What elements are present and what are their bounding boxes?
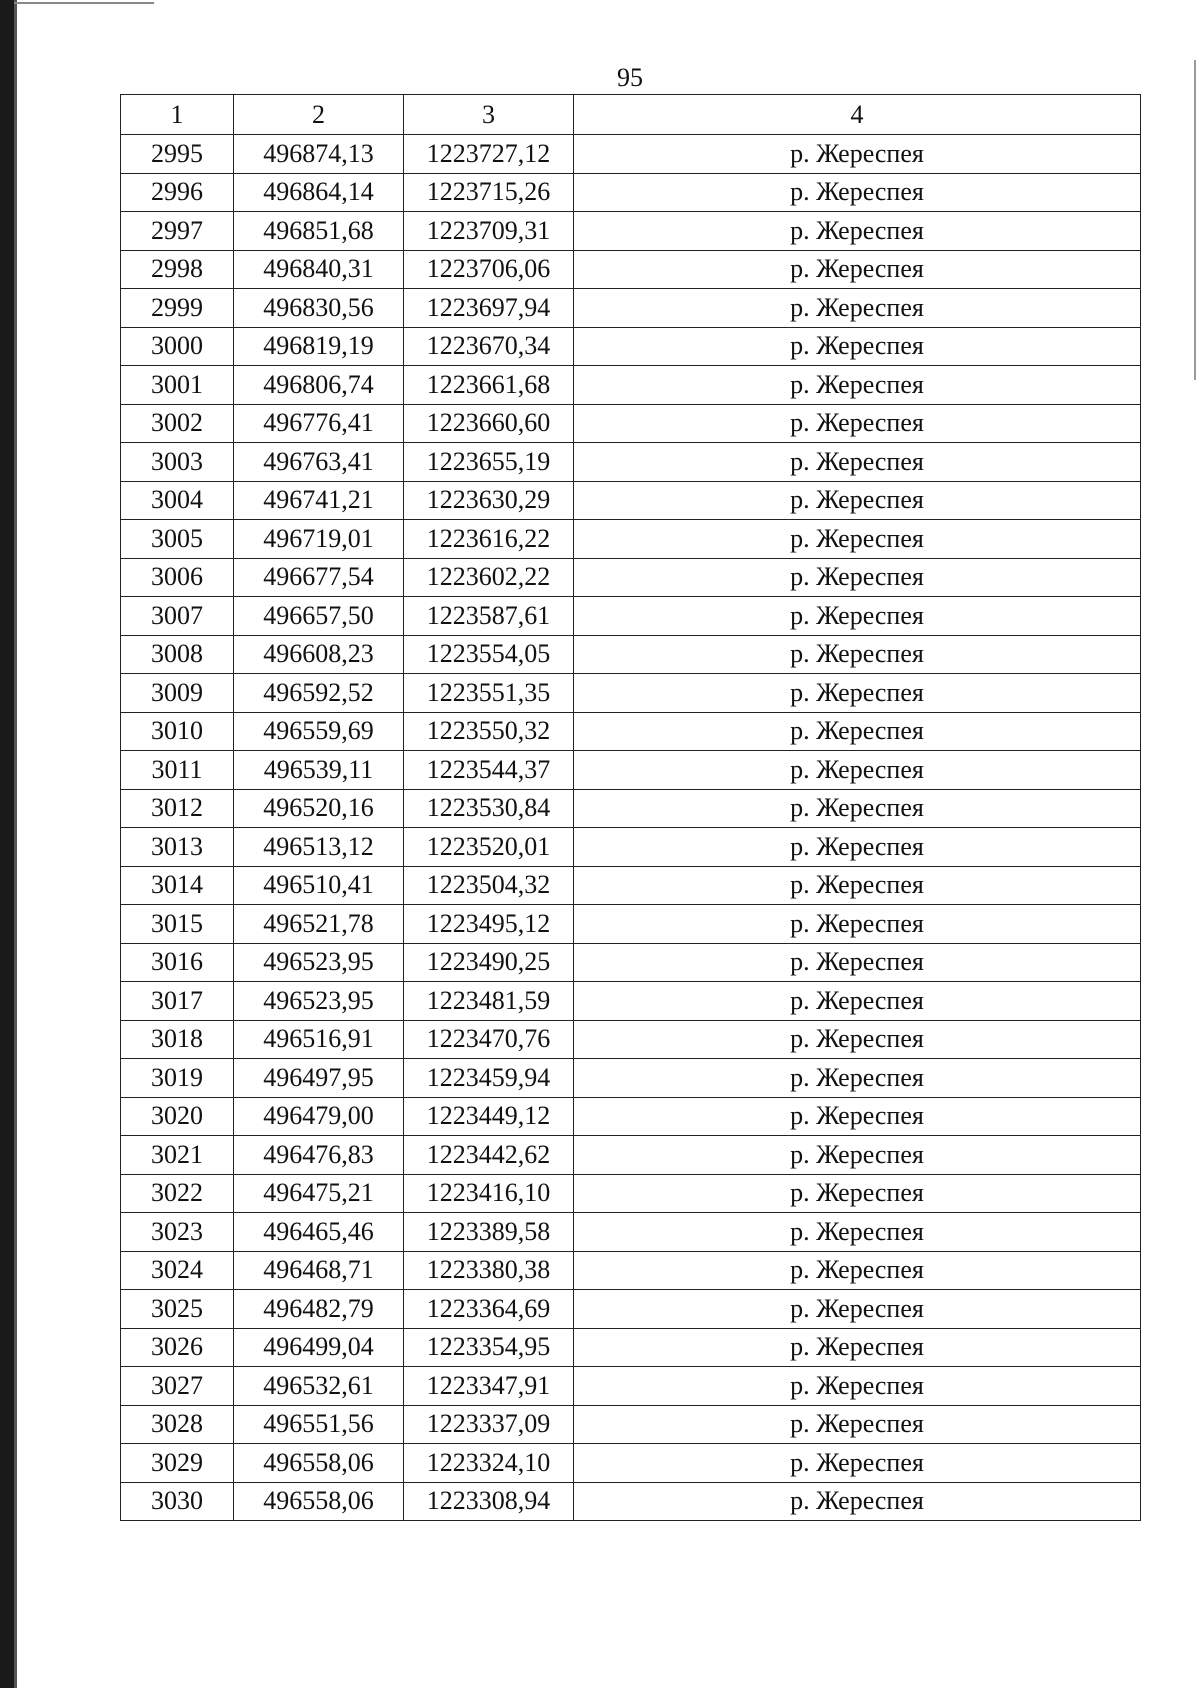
table-row	[121, 327, 1141, 366]
cell-y-coordinate: 1223697,94	[404, 289, 574, 328]
cell-point-number: 3001	[121, 366, 234, 405]
cell-x-coordinate: 496558,06	[234, 1444, 404, 1483]
cell-x-coordinate: 496840,31	[234, 250, 404, 289]
cell-description: р. Жереспея	[574, 366, 1141, 405]
cell-x-coordinate: 496516,91	[234, 1020, 404, 1059]
cell-x-coordinate: 496468,71	[234, 1251, 404, 1290]
cell-point-number: 3030	[121, 1482, 234, 1521]
table-row	[121, 1251, 1141, 1290]
table-row	[121, 1482, 1141, 1521]
cell-y-coordinate: 1223449,12	[404, 1097, 574, 1136]
table-row	[121, 1444, 1141, 1483]
cell-y-coordinate: 1223661,68	[404, 366, 574, 405]
table-row	[121, 135, 1141, 174]
cell-description: р. Жереспея	[574, 443, 1141, 482]
cell-description: р. Жереспея	[574, 1020, 1141, 1059]
cell-x-coordinate: 496476,83	[234, 1136, 404, 1175]
cell-point-number: 2996	[121, 173, 234, 212]
cell-point-number: 3028	[121, 1405, 234, 1444]
cell-x-coordinate: 496475,21	[234, 1174, 404, 1213]
cell-description: р. Жереспея	[574, 1213, 1141, 1252]
cell-description: р. Жереспея	[574, 866, 1141, 905]
cell-point-number: 2995	[121, 135, 234, 174]
cell-point-number: 3018	[121, 1020, 234, 1059]
cell-description: р. Жереспея	[574, 674, 1141, 713]
cell-x-coordinate: 496558,06	[234, 1482, 404, 1521]
cell-x-coordinate: 496763,41	[234, 443, 404, 482]
table-row	[121, 1020, 1141, 1059]
cell-description: р. Жереспея	[574, 751, 1141, 790]
cell-x-coordinate: 496851,68	[234, 212, 404, 251]
cell-x-coordinate: 496482,79	[234, 1290, 404, 1329]
cell-description: р. Жереспея	[574, 404, 1141, 443]
cell-x-coordinate: 496523,95	[234, 982, 404, 1021]
cell-x-coordinate: 496520,16	[234, 789, 404, 828]
cell-y-coordinate: 1223520,01	[404, 828, 574, 867]
cell-point-number: 3010	[121, 712, 234, 751]
cell-y-coordinate: 1223550,32	[404, 712, 574, 751]
cell-y-coordinate: 1223630,29	[404, 481, 574, 520]
cell-y-coordinate: 1223470,76	[404, 1020, 574, 1059]
cell-x-coordinate: 496539,11	[234, 751, 404, 790]
table-row	[121, 1328, 1141, 1367]
cell-y-coordinate: 1223481,59	[404, 982, 574, 1021]
table-row	[121, 1059, 1141, 1098]
cell-y-coordinate: 1223337,09	[404, 1405, 574, 1444]
cell-y-coordinate: 1223670,34	[404, 327, 574, 366]
cell-description: р. Жереспея	[574, 1059, 1141, 1098]
cell-point-number: 2998	[121, 250, 234, 289]
cell-description: р. Жереспея	[574, 1328, 1141, 1367]
cell-description: р. Жереспея	[574, 789, 1141, 828]
cell-description: р. Жереспея	[574, 1444, 1141, 1483]
cell-y-coordinate: 1223727,12	[404, 135, 574, 174]
cell-description: р. Жереспея	[574, 327, 1141, 366]
cell-y-coordinate: 1223347,91	[404, 1367, 574, 1406]
cell-point-number: 3002	[121, 404, 234, 443]
cell-description: р. Жереспея	[574, 1174, 1141, 1213]
cell-x-coordinate: 496776,41	[234, 404, 404, 443]
cell-x-coordinate: 496819,19	[234, 327, 404, 366]
header-cell-x: 2	[234, 95, 404, 135]
scan-border-line	[14, 0, 17, 1688]
cell-y-coordinate: 1223715,26	[404, 173, 574, 212]
table-row	[121, 443, 1141, 482]
cell-description: р. Жереспея	[574, 1290, 1141, 1329]
cell-x-coordinate: 496465,46	[234, 1213, 404, 1252]
cell-point-number: 3016	[121, 943, 234, 982]
cell-description: р. Жереспея	[574, 135, 1141, 174]
table-row	[121, 558, 1141, 597]
cell-y-coordinate: 1223530,84	[404, 789, 574, 828]
cell-y-coordinate: 1223602,22	[404, 558, 574, 597]
cell-x-coordinate: 496874,13	[234, 135, 404, 174]
cell-description: р. Жереспея	[574, 1136, 1141, 1175]
table-row	[121, 982, 1141, 1021]
cell-point-number: 3021	[121, 1136, 234, 1175]
cell-point-number: 3024	[121, 1251, 234, 1290]
table-row	[121, 1174, 1141, 1213]
table-row	[121, 751, 1141, 790]
cell-x-coordinate: 496521,78	[234, 905, 404, 944]
cell-point-number: 3004	[121, 481, 234, 520]
cell-description: р. Жереспея	[574, 1251, 1141, 1290]
table-row	[121, 481, 1141, 520]
cell-point-number: 3026	[121, 1328, 234, 1367]
table-row	[121, 635, 1141, 674]
header-cell-y: 3	[404, 95, 574, 135]
cell-description: р. Жереспея	[574, 712, 1141, 751]
cell-x-coordinate: 496741,21	[234, 481, 404, 520]
coordinates-table-body	[121, 95, 1141, 1521]
cell-point-number: 3015	[121, 905, 234, 944]
cell-x-coordinate: 496510,41	[234, 866, 404, 905]
cell-y-coordinate: 1223308,94	[404, 1482, 574, 1521]
table-row	[121, 1136, 1141, 1175]
cell-x-coordinate: 496497,95	[234, 1059, 404, 1098]
table-row	[121, 866, 1141, 905]
cell-point-number: 3022	[121, 1174, 234, 1213]
cell-description: р. Жереспея	[574, 1405, 1141, 1444]
cell-y-coordinate: 1223706,06	[404, 250, 574, 289]
cell-x-coordinate: 496551,56	[234, 1405, 404, 1444]
table-row	[121, 905, 1141, 944]
table-row	[121, 289, 1141, 328]
cell-point-number: 3017	[121, 982, 234, 1021]
cell-description: р. Жереспея	[574, 212, 1141, 251]
scan-border-left	[0, 0, 14, 1688]
table-row	[121, 1290, 1141, 1329]
cell-description: р. Жереспея	[574, 520, 1141, 559]
cell-point-number: 3012	[121, 789, 234, 828]
cell-point-number: 3025	[121, 1290, 234, 1329]
cell-x-coordinate: 496608,23	[234, 635, 404, 674]
cell-description: р. Жереспея	[574, 558, 1141, 597]
table-row	[121, 366, 1141, 405]
table-row	[121, 1213, 1141, 1252]
cell-description: р. Жереспея	[574, 982, 1141, 1021]
table-row	[121, 520, 1141, 559]
cell-y-coordinate: 1223324,10	[404, 1444, 574, 1483]
cell-x-coordinate: 496532,61	[234, 1367, 404, 1406]
cell-x-coordinate: 496657,50	[234, 597, 404, 636]
cell-point-number: 3000	[121, 327, 234, 366]
cell-description: р. Жереспея	[574, 481, 1141, 520]
cell-point-number: 3003	[121, 443, 234, 482]
page-number: 95	[617, 63, 643, 92]
cell-y-coordinate: 1223442,62	[404, 1136, 574, 1175]
table-row	[121, 1097, 1141, 1136]
cell-x-coordinate: 496830,56	[234, 289, 404, 328]
cell-y-coordinate: 1223504,32	[404, 866, 574, 905]
scan-corner-mark	[14, 2, 154, 4]
cell-x-coordinate: 496513,12	[234, 828, 404, 867]
cell-y-coordinate: 1223380,38	[404, 1251, 574, 1290]
table-row	[121, 1367, 1141, 1406]
cell-description: р. Жереспея	[574, 943, 1141, 982]
table-header-row	[121, 95, 1141, 135]
table-row	[121, 712, 1141, 751]
cell-description: р. Жереспея	[574, 173, 1141, 212]
cell-point-number: 3023	[121, 1213, 234, 1252]
cell-point-number: 3009	[121, 674, 234, 713]
cell-point-number: 3020	[121, 1097, 234, 1136]
table-row	[121, 789, 1141, 828]
cell-y-coordinate: 1223587,61	[404, 597, 574, 636]
cell-y-coordinate: 1223551,35	[404, 674, 574, 713]
table-row	[121, 1405, 1141, 1444]
header-cell-point: 1	[121, 95, 234, 135]
cell-description: р. Жереспея	[574, 905, 1141, 944]
scan-right-mark	[1194, 60, 1196, 380]
table-row	[121, 212, 1141, 251]
cell-description: р. Жереспея	[574, 635, 1141, 674]
table-row	[121, 674, 1141, 713]
cell-point-number: 3005	[121, 520, 234, 559]
cell-point-number: 3006	[121, 558, 234, 597]
cell-x-coordinate: 496864,14	[234, 173, 404, 212]
table-row	[121, 943, 1141, 982]
cell-x-coordinate: 496523,95	[234, 943, 404, 982]
cell-x-coordinate: 496499,04	[234, 1328, 404, 1367]
table-row	[121, 597, 1141, 636]
cell-y-coordinate: 1223544,37	[404, 751, 574, 790]
cell-description: р. Жереспея	[574, 828, 1141, 867]
cell-y-coordinate: 1223554,05	[404, 635, 574, 674]
table-row	[121, 250, 1141, 289]
table-row	[121, 404, 1141, 443]
cell-y-coordinate: 1223655,19	[404, 443, 574, 482]
table-row	[121, 173, 1141, 212]
cell-y-coordinate: 1223495,12	[404, 905, 574, 944]
cell-y-coordinate: 1223389,58	[404, 1213, 574, 1252]
cell-point-number: 3019	[121, 1059, 234, 1098]
cell-point-number: 3011	[121, 751, 234, 790]
cell-x-coordinate: 496806,74	[234, 366, 404, 405]
cell-description: р. Жереспея	[574, 1097, 1141, 1136]
cell-description: р. Жереспея	[574, 1482, 1141, 1521]
cell-point-number: 3029	[121, 1444, 234, 1483]
cell-y-coordinate: 1223490,25	[404, 943, 574, 982]
cell-y-coordinate: 1223616,22	[404, 520, 574, 559]
cell-y-coordinate: 1223459,94	[404, 1059, 574, 1098]
coordinates-table	[120, 94, 1141, 1521]
cell-point-number: 3007	[121, 597, 234, 636]
cell-point-number: 3014	[121, 866, 234, 905]
cell-y-coordinate: 1223709,31	[404, 212, 574, 251]
cell-description: р. Жереспея	[574, 597, 1141, 636]
cell-description: р. Жереспея	[574, 250, 1141, 289]
cell-y-coordinate: 1223660,60	[404, 404, 574, 443]
cell-description: р. Жереспея	[574, 289, 1141, 328]
cell-point-number: 2997	[121, 212, 234, 251]
cell-x-coordinate: 496479,00	[234, 1097, 404, 1136]
cell-x-coordinate: 496719,01	[234, 520, 404, 559]
cell-x-coordinate: 496559,69	[234, 712, 404, 751]
table-row	[121, 828, 1141, 867]
cell-x-coordinate: 496677,54	[234, 558, 404, 597]
cell-description: р. Жереспея	[574, 1367, 1141, 1406]
cell-y-coordinate: 1223416,10	[404, 1174, 574, 1213]
cell-point-number: 3027	[121, 1367, 234, 1406]
header-cell-description: 4	[574, 95, 1141, 135]
cell-y-coordinate: 1223364,69	[404, 1290, 574, 1329]
cell-point-number: 3008	[121, 635, 234, 674]
cell-y-coordinate: 1223354,95	[404, 1328, 574, 1367]
cell-point-number: 3013	[121, 828, 234, 867]
cell-x-coordinate: 496592,52	[234, 674, 404, 713]
cell-point-number: 2999	[121, 289, 234, 328]
